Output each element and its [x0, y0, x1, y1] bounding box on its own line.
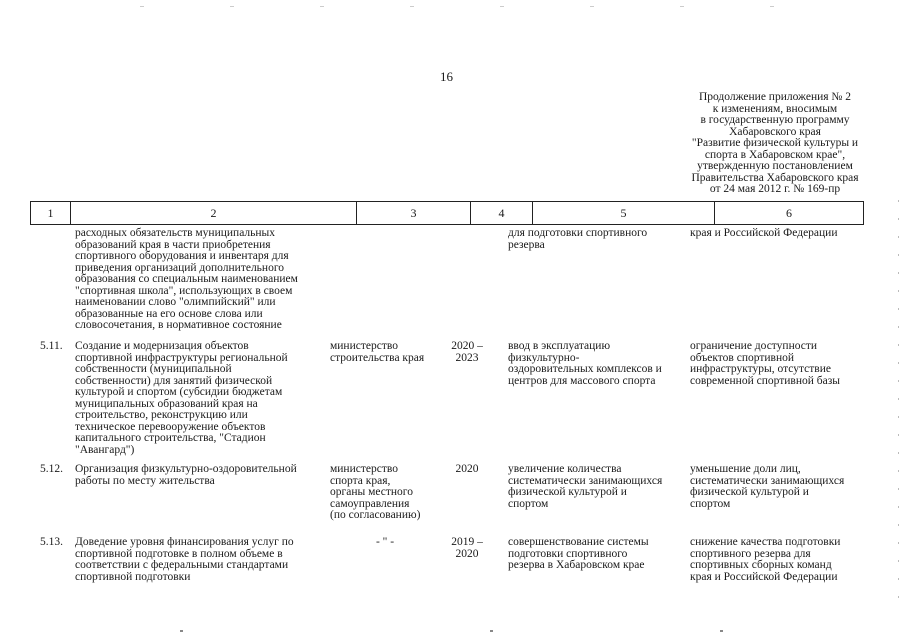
text-line: приведения организаций дополнительного — [75, 261, 285, 274]
text-line: спорта края, — [330, 474, 391, 487]
text-line: 2020 – — [451, 340, 483, 352]
cell-period — [444, 464, 490, 476]
text-line: Доведение уровня финансирования услуг по — [75, 536, 294, 548]
cell-period — [444, 341, 490, 364]
column-header: 2 — [70, 202, 356, 224]
scan-artifact-top — [140, 6, 840, 7]
text-line: для подготовки спортивного — [508, 227, 648, 239]
cell-result — [508, 464, 688, 510]
text-line: 2023 — [455, 351, 479, 364]
text-line: спортивной подготовки — [75, 570, 191, 583]
column-header: 4 — [470, 202, 532, 224]
heading-line: утвержденную постановлением — [697, 160, 853, 172]
text-line: культурой и спортом (субсидии бюджетам — [75, 386, 283, 398]
text-line: образованные на его основе слова или — [75, 307, 263, 320]
text-line: 2019 – — [451, 536, 483, 548]
appendix-heading — [670, 92, 880, 196]
heading-line: к изменениям, вносимым — [712, 102, 838, 115]
text-line: (по согласованию) — [330, 509, 421, 521]
cell-result — [508, 341, 688, 387]
text-line: спортом — [508, 497, 549, 510]
text-line: 2020 — [455, 547, 479, 560]
text-line: объектов спортивной — [690, 351, 795, 364]
text-line: уменьшение доли лиц, — [690, 463, 801, 475]
text-line: соответствии с федеральными стандартами — [75, 559, 289, 571]
text-line: увеличение количества — [508, 463, 622, 475]
cell-measure-text — [75, 464, 325, 487]
cell-executor — [330, 341, 440, 364]
page-number: 16 — [440, 69, 453, 84]
heading-line: в государственную программу — [700, 114, 850, 126]
text-line: строительство, реконструкцию или — [75, 409, 248, 421]
row-number: 5.13. — [40, 536, 63, 548]
text-line: собственности (муниципальной — [75, 363, 232, 375]
text-line: физической культурой и — [690, 486, 809, 498]
text-line: снижение качества подготовки — [690, 536, 841, 548]
cell-result — [508, 537, 688, 572]
text-line: техническое перевооружение объектов — [75, 420, 266, 433]
heading-line: спорта в Хабаровском крае", — [704, 148, 846, 161]
text-line: спортивного резерва для — [690, 547, 811, 560]
text-line: собственности) для занятий физической — [75, 374, 273, 387]
column-header: 5 — [532, 202, 714, 224]
text-line: 2020 — [455, 463, 479, 475]
text-line: резерва в Хабаровском крае — [508, 559, 645, 571]
cell-consequence — [690, 228, 870, 240]
column-header: 1 — [30, 202, 70, 224]
cell-consequence — [690, 537, 870, 583]
text-line: словосочетания, в нормативное состояние — [75, 319, 282, 331]
cell-result — [508, 228, 688, 251]
text-line: строительства края — [330, 351, 425, 364]
scan-artifact-bottom — [0, 630, 905, 640]
text-line: края и Российской Федерации — [690, 227, 838, 239]
text-line: министерство — [330, 463, 398, 475]
text-line: спортивной подготовке в полном объеме в — [75, 547, 283, 560]
text-line: - " - — [375, 536, 395, 548]
text-line: образований края в части приобретения — [75, 238, 271, 251]
text-line: ограничение доступности — [690, 340, 818, 352]
text-line: спортом — [690, 497, 731, 510]
scan-artifact-edge — [898, 200, 899, 600]
text-line: Организация физкультурно-оздоровительной — [75, 463, 297, 475]
text-line: центров для массового спорта — [508, 374, 656, 387]
heading-line: "Развитие физической культуры и — [691, 137, 859, 149]
text-line: физической культурой и — [508, 486, 627, 498]
text-line: самоуправления — [330, 497, 410, 510]
text-line: спортивной инфраструктуры региональной — [75, 351, 288, 364]
row-number: 5.12. — [40, 463, 63, 475]
heading-line: от 24 мая 2012 г. № 169-пр — [709, 183, 841, 195]
heading-line: Правительства Хабаровского края — [691, 171, 859, 184]
text-line: инфраструктуры, отсутствие — [690, 363, 831, 375]
text-line: резерва — [508, 238, 545, 251]
text-line: органы местного — [330, 486, 413, 498]
text-line: совершенствование системы — [508, 536, 649, 548]
text-line: современной спортивной базы — [690, 374, 840, 387]
row-number: 5.11. — [40, 340, 63, 352]
text-line: систематически занимающихся — [508, 474, 663, 487]
text-line: спортивных сборных команд — [690, 559, 832, 571]
cell-period — [444, 537, 490, 560]
text-line: "спортивная школа", использующих в своем — [75, 284, 293, 297]
text-line: министерство — [330, 340, 398, 352]
text-line: работы по месту жительства — [75, 474, 215, 487]
text-line: наименовании слово "олимпийский" или — [75, 296, 276, 308]
column-header-row — [30, 201, 864, 225]
text-line: ввод в эксплуатацию — [508, 340, 611, 352]
column-header: 6 — [714, 202, 864, 224]
text-line: систематически занимающихся — [690, 474, 845, 487]
heading-line: Продолжение приложения № 2 — [698, 91, 852, 103]
cell-measure-text — [75, 537, 325, 583]
text-line: образования со специальным наименованием — [75, 273, 298, 285]
text-line: Создание и модернизация объектов — [75, 340, 249, 352]
text-line: расходных обязательств муниципальных — [75, 227, 276, 239]
cell-consequence — [690, 341, 870, 387]
text-line: подготовки спортивного — [508, 547, 628, 560]
text-line: спортивного оборудования и инвентаря для — [75, 250, 289, 262]
text-line: края и Российской Федерации — [690, 570, 838, 583]
text-line: оздоровительных комплексов и — [508, 363, 662, 375]
text-line: физкультурно- — [508, 351, 580, 364]
column-header: 3 — [356, 202, 470, 224]
text-line: муниципальных образований края на — [75, 397, 258, 410]
cell-consequence — [690, 464, 870, 510]
cell-measure-text — [75, 341, 325, 456]
text-line: капитального строительства, "Стадион — [75, 432, 266, 444]
cell-executor — [330, 464, 440, 522]
cell-executor — [330, 537, 440, 549]
heading-line: Хабаровского края — [729, 125, 821, 138]
text-line: "Авангард") — [75, 443, 135, 456]
cell-measure-text — [75, 228, 325, 332]
